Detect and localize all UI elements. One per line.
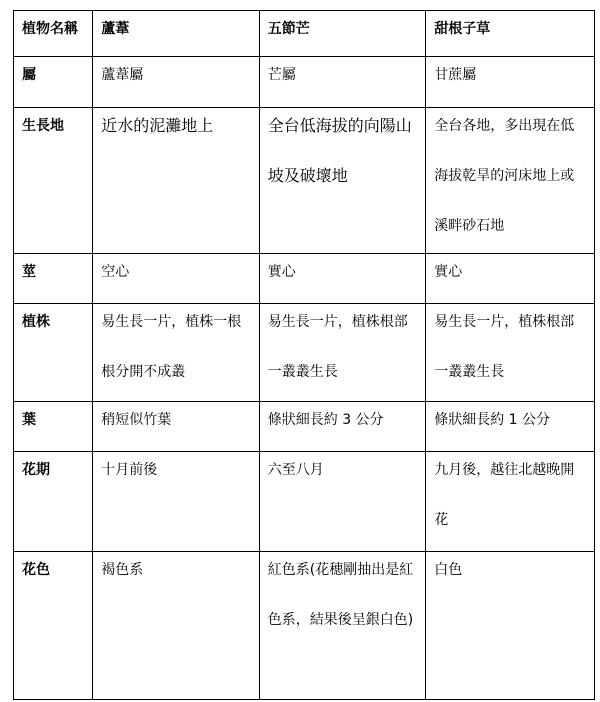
table-cell: 紅色系(花穗剛抽出是紅色系，結果後呈銀白色) <box>259 552 425 700</box>
header-cell-name: 植物名稱 <box>14 11 93 57</box>
header-cell-saccharum: 甜根子草 <box>426 11 595 57</box>
table-cell: 實心 <box>426 254 595 304</box>
table-row-color <box>14 552 595 700</box>
table-cell: 近水的泥灘地上 <box>93 108 259 254</box>
table-cell: 全台低海拔的向陽山坡及破壞地 <box>259 108 425 254</box>
table-cell: 六至八月 <box>259 452 425 552</box>
header-cell-miscanthus: 五節芒 <box>259 11 425 57</box>
table-cell: 九月後，越往北越晚開花 <box>426 452 595 552</box>
table-cell: 條狀細長約 3 公分 <box>259 402 425 452</box>
table-cell: 十月前後 <box>93 452 259 552</box>
table-cell: 易生長一片，植株根部一叢叢生長 <box>259 304 425 402</box>
table-cell: 易生長一片，植株一根根分開不成叢 <box>93 304 259 402</box>
table-cell: 芒屬 <box>259 57 425 108</box>
table-row-flowering <box>14 452 595 552</box>
table-cell: 褐色系 <box>93 552 259 700</box>
table-row-genus <box>14 57 595 108</box>
row-label: 莖 <box>14 254 93 304</box>
table-cell: 全台各地，多出現在低海拔乾旱的河床地上或溪畔砂石地 <box>426 108 595 254</box>
header-cell-reed: 蘆葦 <box>93 11 259 57</box>
table-row-leaf <box>14 402 595 452</box>
plant-comparison-table <box>13 10 595 700</box>
table-cell: 實心 <box>259 254 425 304</box>
table-cell: 蘆葦屬 <box>93 57 259 108</box>
table-cell: 易生長一片，植株根部一叢叢生長 <box>426 304 595 402</box>
row-label: 花期 <box>14 452 93 552</box>
table-cell: 空心 <box>93 254 259 304</box>
table-row-habitat <box>14 108 595 254</box>
table-cell: 稍短似竹葉 <box>93 402 259 452</box>
table-cell: 條狀細長約 1 公分 <box>426 402 595 452</box>
row-label: 葉 <box>14 402 93 452</box>
table-cell: 甘蔗屬 <box>426 57 595 108</box>
table-row-stem <box>14 254 595 304</box>
row-label: 植株 <box>14 304 93 402</box>
row-label: 花色 <box>14 552 93 700</box>
row-label: 生長地 <box>14 108 93 254</box>
row-label: 屬 <box>14 57 93 108</box>
table-cell: 白色 <box>426 552 595 700</box>
table-row-plant <box>14 304 595 402</box>
